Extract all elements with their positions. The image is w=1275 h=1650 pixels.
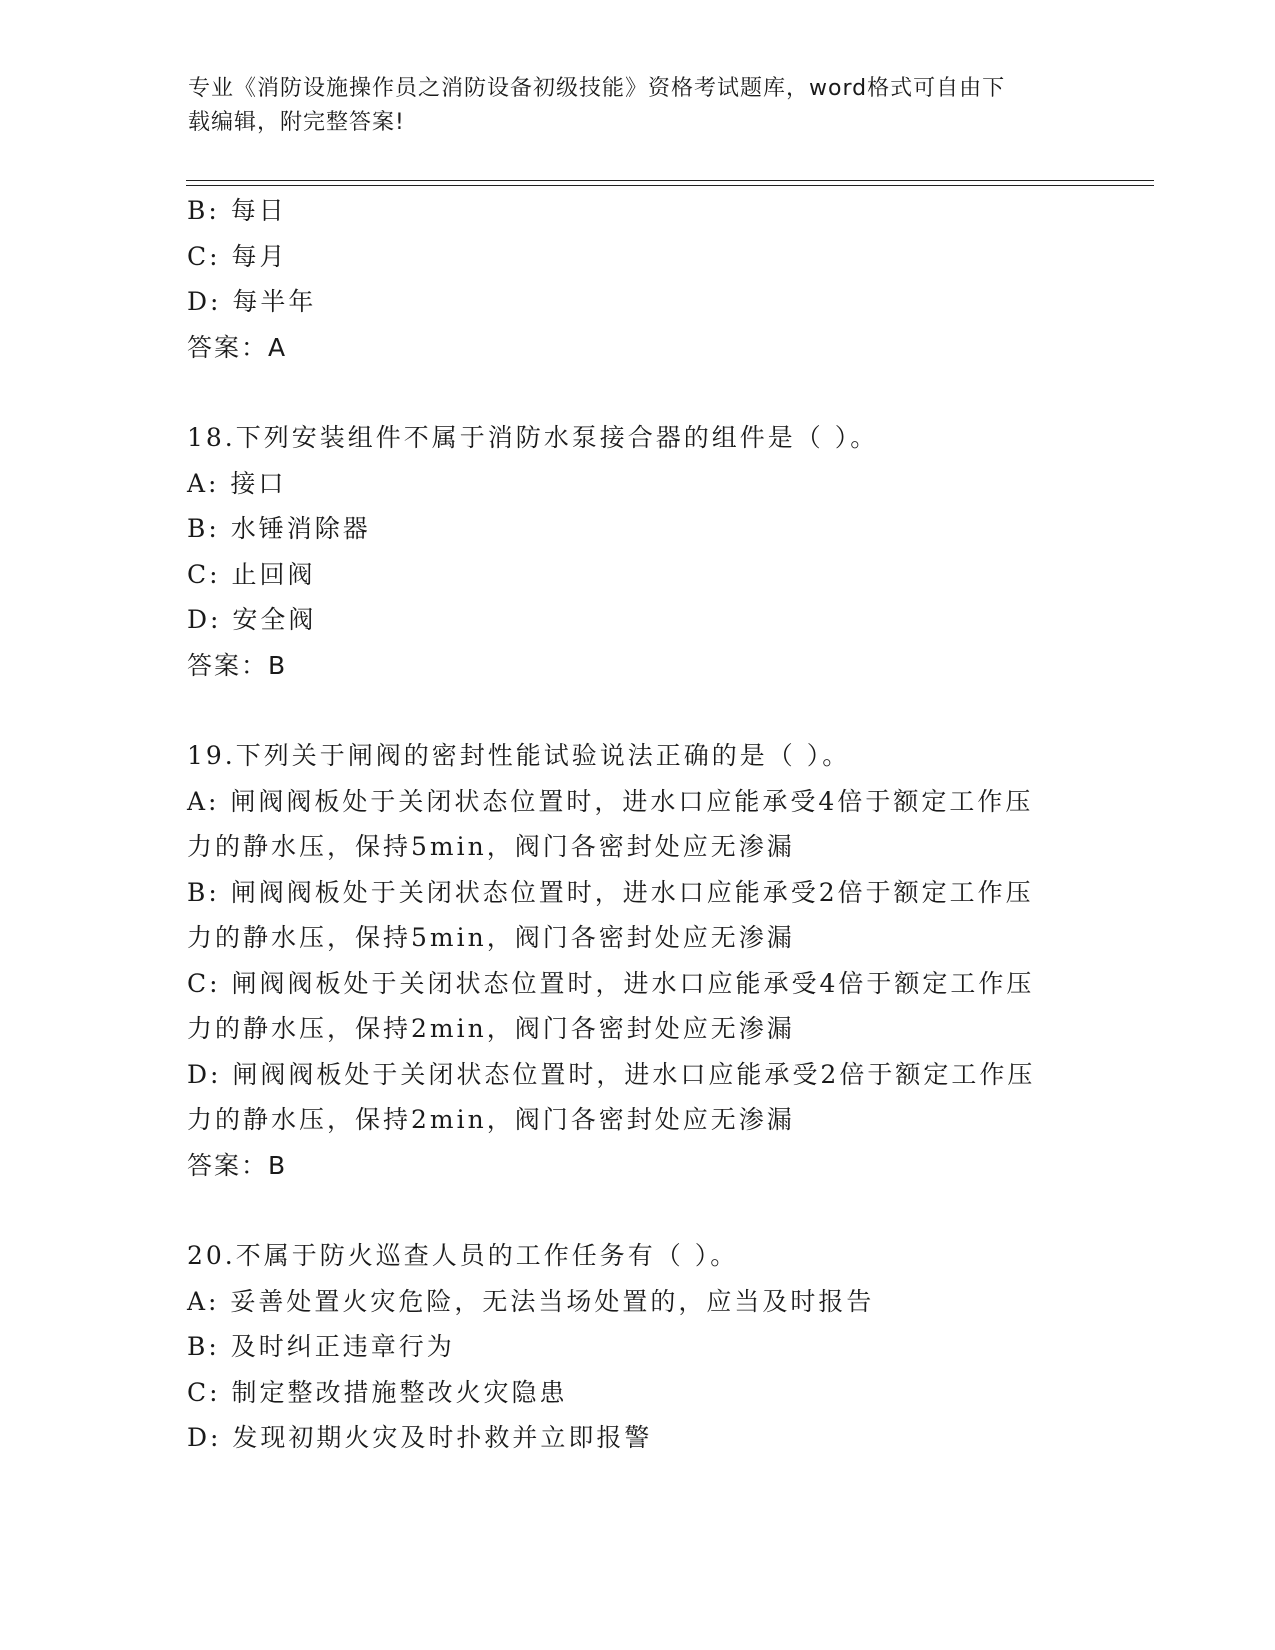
option-b-line-2: 力的静水压，保持5min，阀门各密封处应无渗漏 <box>187 923 795 952</box>
option-b-line-1: B: 闸阀阀板处于关闭状态位置时，进水口应能承受2倍于额定工作压 <box>187 877 1034 907</box>
option-c <box>187 961 1087 1052</box>
option-c: C: 每月 <box>187 241 288 271</box>
question-stem: 19.下列关于闸阀的密封性能试验说法正确的是（ ）。 <box>187 741 851 770</box>
option-b <box>187 870 1087 961</box>
answer-line: 答案：A <box>187 332 288 362</box>
document-header <box>188 72 1088 140</box>
spacer <box>187 370 1087 415</box>
option-d-line-1: D: 闸阀阀板处于关闭状态位置时，进水口应能承受2倍于额定工作压 <box>187 1059 1036 1089</box>
option-c: C: 制定整改措施整改火灾隐患 <box>187 1377 568 1407</box>
option-b: B: 及时纠正违章行为 <box>187 1332 455 1361</box>
question-17-continuation <box>187 188 1087 370</box>
spacer <box>187 688 1087 733</box>
answer-line: 答案：B <box>187 1150 288 1180</box>
option-d: D: 安全阀 <box>187 605 317 634</box>
question-19 <box>187 733 1087 1188</box>
spacer <box>187 1188 1087 1233</box>
question-content <box>187 188 1087 1461</box>
option-b: B: 每日 <box>187 196 287 225</box>
question-stem: 20.不属于防火巡查人员的工作任务有（ ）。 <box>187 1241 739 1270</box>
option-b: B: 水锤消除器 <box>187 514 371 543</box>
option-a <box>187 779 1087 870</box>
header-rule-top <box>186 180 1154 181</box>
option-c-line-1: C: 闸阀阀板处于关闭状态位置时，进水口应能承受4倍于额定工作压 <box>187 968 1035 998</box>
option-d-line-2: 力的静水压，保持2min，阀门各密封处应无渗漏 <box>187 1105 795 1134</box>
option-c-line-2: 力的静水压，保持2min，阀门各密封处应无渗漏 <box>187 1014 795 1043</box>
question-stem: 18.下列安装组件不属于消防水泵接合器的组件是（ ）。 <box>187 423 879 452</box>
header-line-2: 载编辑，附完整答案! <box>188 110 405 135</box>
option-c: C: 止回阀 <box>187 559 316 589</box>
option-d <box>187 1052 1087 1143</box>
answer-line: 答案：B <box>187 650 288 680</box>
option-a: A: 妥善处置火灾危险，无法当场处置的，应当及时报告 <box>187 1286 875 1316</box>
option-d: D: 发现初期火灾及时扑救并立即报警 <box>187 1423 653 1452</box>
option-d: D: 每半年 <box>187 287 317 316</box>
option-a-line-2: 力的静水压，保持5min，阀门各密封处应无渗漏 <box>187 832 795 861</box>
question-20 <box>187 1233 1087 1461</box>
header-line-1: 专业《消防设施操作员之消防设备初级技能》资格考试题库，word格式可自由下 <box>188 76 1006 101</box>
option-a-line-1: A: 闸阀阀板处于关闭状态位置时，进水口应能承受4倍于额定工作压 <box>187 786 1034 816</box>
header-rule-bottom <box>186 185 1154 186</box>
question-18 <box>187 415 1087 688</box>
option-a: A: 接口 <box>187 468 287 498</box>
